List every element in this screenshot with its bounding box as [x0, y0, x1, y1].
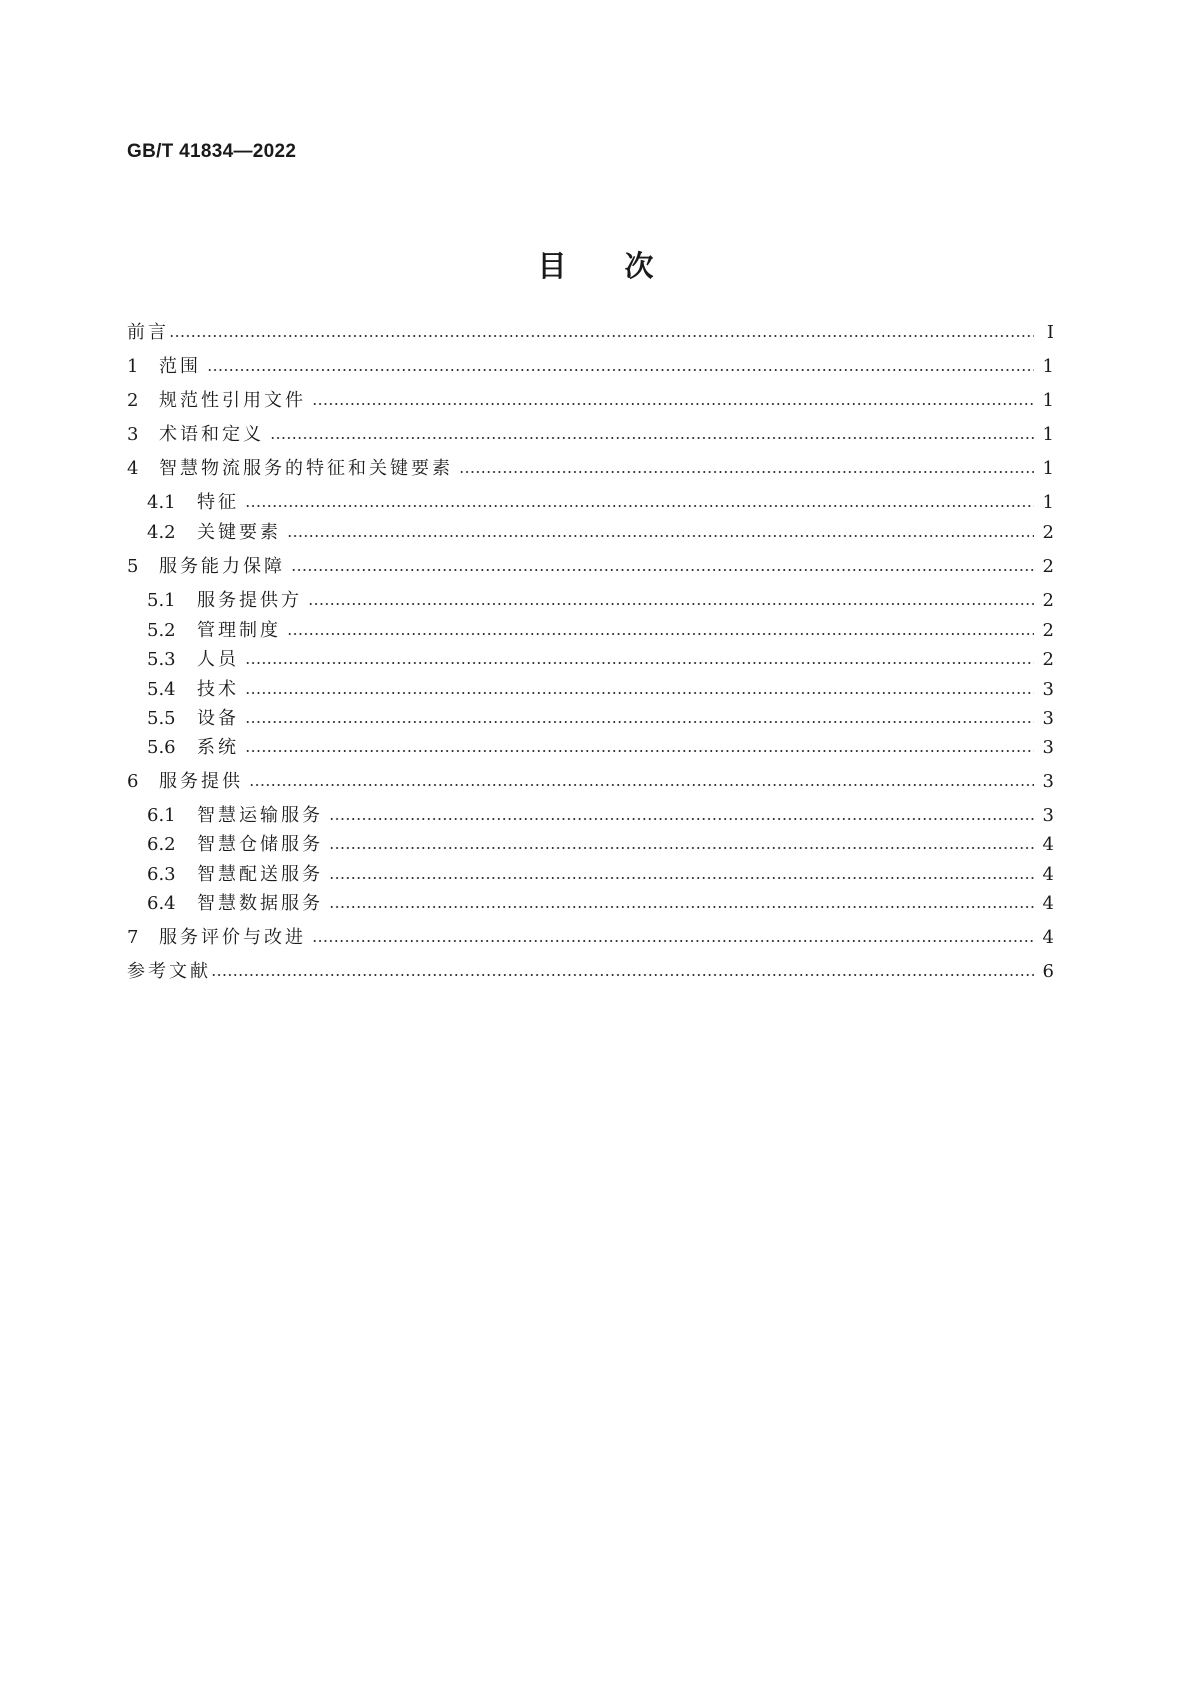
toc-entry-title: 参考文献 — [127, 961, 211, 982]
toc-entry-title: 范围 — [159, 356, 201, 377]
toc-entry-page-number: 1 — [1042, 492, 1054, 513]
toc-dot-leader — [329, 906, 1034, 908]
toc-entry-number: 5 — [127, 556, 139, 577]
page-title: 目次 — [537, 249, 712, 283]
toc-entry-number: 7 — [127, 927, 139, 948]
toc-dot-leader — [459, 471, 1034, 473]
toc-entry[interactable] — [127, 923, 1054, 953]
toc-entry-number: 4.2 — [147, 522, 176, 543]
toc-entry[interactable] — [127, 767, 1054, 797]
toc-entry-number: 5.5 — [147, 708, 176, 729]
toc-entry-number: 6.1 — [147, 805, 176, 826]
table-of-contents — [127, 0, 1054, 1684]
toc-entry-page-number: 4 — [1042, 893, 1054, 914]
toc-entry[interactable] — [127, 518, 1054, 548]
toc-entry[interactable] — [127, 352, 1054, 382]
toc-entry[interactable] — [127, 645, 1054, 675]
standard-code: GB/T 41834—2022 — [127, 141, 297, 162]
toc-entry-title: 服务提供 — [159, 771, 243, 792]
toc-entry[interactable] — [127, 586, 1054, 616]
toc-entry[interactable] — [127, 704, 1054, 734]
toc-dot-leader — [245, 721, 1034, 723]
toc-entry-number: 5.4 — [147, 679, 176, 700]
toc-entry-title: 特征 — [197, 492, 239, 513]
toc-entry-title: 系统 — [197, 737, 239, 758]
toc-entry-page-number: 3 — [1042, 771, 1054, 792]
toc-entry-title: 服务评价与改进 — [159, 927, 306, 948]
toc-entry[interactable] — [127, 488, 1054, 518]
toc-entry-page-number: 1 — [1042, 458, 1054, 479]
toc-entry-number: 4.1 — [147, 492, 176, 513]
toc-entry-title: 技术 — [197, 679, 239, 700]
toc-entry-page-number: 3 — [1042, 805, 1054, 826]
toc-entry[interactable] — [127, 386, 1054, 416]
toc-dot-leader — [245, 662, 1034, 664]
toc-entry-page-number: 2 — [1042, 556, 1054, 577]
toc-entry-title: 智慧仓储服务 — [197, 834, 323, 855]
toc-entry[interactable] — [127, 675, 1054, 705]
toc-entry-number: 6.4 — [147, 893, 176, 914]
toc-entry-page-number: 3 — [1042, 679, 1054, 700]
toc-dot-leader — [245, 692, 1034, 694]
toc-dot-leader — [245, 750, 1034, 752]
toc-entry-page-number: Ⅰ — [1046, 322, 1054, 343]
toc-entry-number: 6.2 — [147, 834, 176, 855]
toc-entry-title: 人员 — [197, 649, 239, 670]
toc-dot-leader — [312, 940, 1034, 942]
toc-entry-title: 智慧数据服务 — [197, 893, 323, 914]
toc-entry[interactable] — [127, 318, 1054, 348]
toc-entry-page-number: 2 — [1042, 620, 1054, 641]
toc-entry-title: 服务提供方 — [197, 590, 302, 611]
toc-entry-page-number: 3 — [1042, 708, 1054, 729]
toc-entry-title: 设备 — [197, 708, 239, 729]
toc-entry[interactable] — [127, 957, 1054, 987]
toc-dot-leader — [291, 569, 1034, 571]
toc-dot-leader — [329, 847, 1034, 849]
toc-entry-title: 术语和定义 — [159, 424, 264, 445]
toc-entry[interactable] — [127, 454, 1054, 484]
toc-entry-number: 2 — [127, 390, 139, 411]
toc-entry[interactable] — [127, 860, 1054, 890]
toc-entry-title: 服务能力保障 — [159, 556, 285, 577]
toc-dot-leader — [287, 535, 1034, 537]
toc-entry[interactable] — [127, 552, 1054, 582]
toc-entry-page-number: 1 — [1042, 424, 1054, 445]
toc-entry-page-number: 4 — [1042, 864, 1054, 885]
toc-dot-leader — [270, 437, 1034, 439]
toc-entry-title: 智慧物流服务的特征和关键要素 — [159, 458, 453, 479]
toc-entry-number: 6.3 — [147, 864, 176, 885]
toc-dot-leader — [312, 403, 1034, 405]
toc-entry-number: 5.6 — [147, 737, 176, 758]
toc-dot-leader — [207, 369, 1034, 371]
toc-entry-page-number: 4 — [1042, 927, 1054, 948]
toc-entry-page-number: 4 — [1042, 834, 1054, 855]
toc-entry-number: 3 — [127, 424, 139, 445]
toc-entry-page-number: 6 — [1042, 961, 1054, 982]
toc-entry[interactable] — [127, 889, 1054, 919]
toc-dot-leader — [329, 818, 1034, 820]
toc-entry-number: 5.1 — [147, 590, 176, 611]
toc-entry-title: 前言 — [127, 322, 169, 343]
toc-entry-page-number: 2 — [1042, 590, 1054, 611]
toc-entry-number: 6 — [127, 771, 139, 792]
toc-entry-number: 1 — [127, 356, 139, 377]
toc-entry-title: 关键要素 — [197, 522, 281, 543]
toc-entry-number: 5.2 — [147, 620, 176, 641]
toc-entry-title: 管理制度 — [197, 620, 281, 641]
toc-dot-leader — [308, 603, 1034, 605]
toc-entry-title: 规范性引用文件 — [159, 390, 306, 411]
toc-entry[interactable] — [127, 616, 1054, 646]
toc-dot-leader — [329, 877, 1034, 879]
toc-entry[interactable] — [127, 801, 1054, 831]
toc-dot-leader — [249, 784, 1034, 786]
toc-entry[interactable] — [127, 830, 1054, 860]
toc-entry-title: 智慧运输服务 — [197, 805, 323, 826]
toc-entry-page-number: 3 — [1042, 737, 1054, 758]
toc-entry[interactable] — [127, 733, 1054, 763]
toc-dot-leader — [211, 974, 1034, 976]
toc-entry-page-number: 1 — [1042, 390, 1054, 411]
toc-entry-page-number: 2 — [1042, 649, 1054, 670]
toc-dot-leader — [169, 335, 1034, 337]
toc-dot-leader — [245, 505, 1034, 507]
toc-entry-page-number: 2 — [1042, 522, 1054, 543]
toc-entry[interactable] — [127, 420, 1054, 450]
toc-entry-page-number: 1 — [1042, 356, 1054, 377]
toc-entry-title: 智慧配送服务 — [197, 864, 323, 885]
toc-entry-number: 5.3 — [147, 649, 176, 670]
toc-entry-number: 4 — [127, 458, 139, 479]
toc-dot-leader — [287, 633, 1034, 635]
